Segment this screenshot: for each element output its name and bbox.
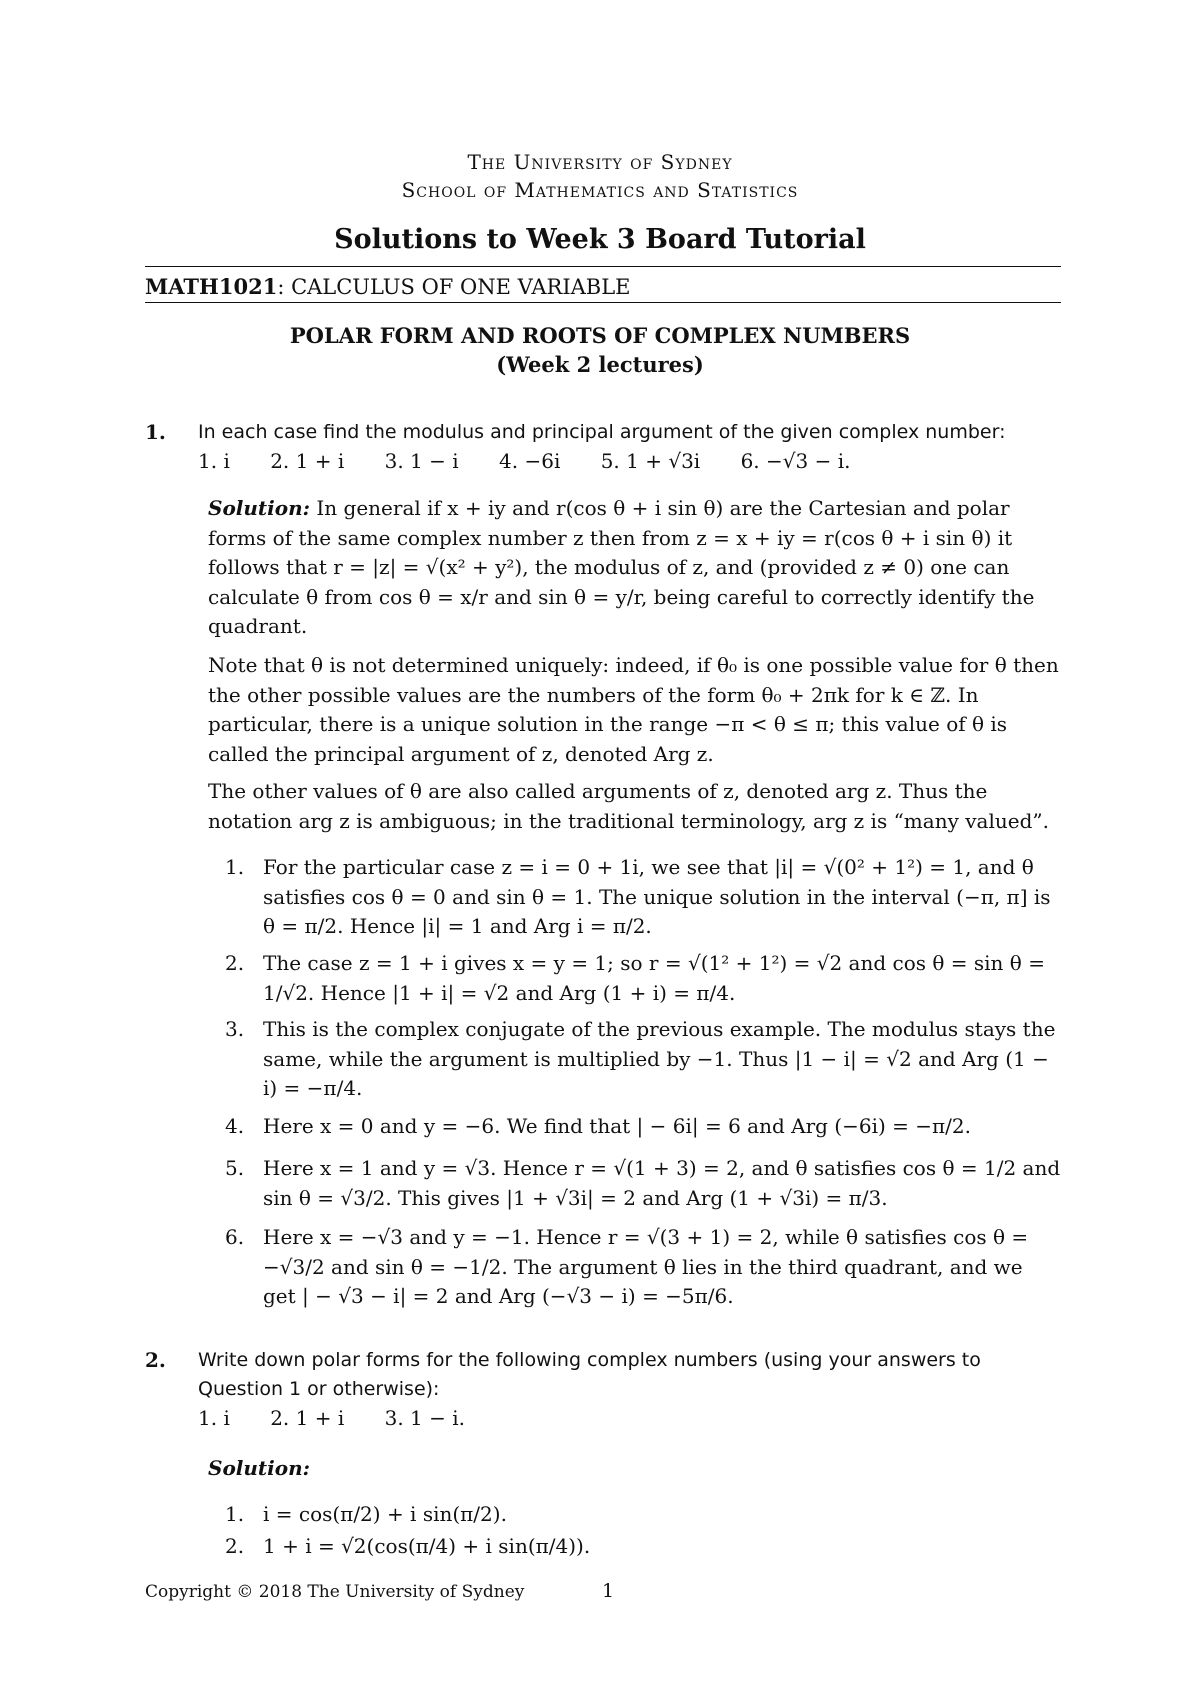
question-cases <box>198 447 1061 476</box>
item-number: 2. <box>225 951 245 975</box>
copyright-footer: Copyright © 2018 The University of Sydney <box>145 1582 525 1602</box>
course-name: : CALCULUS OF ONE VARIABLE <box>277 275 631 299</box>
case-item: 4. −6i <box>499 449 561 473</box>
case-item: 1. i <box>198 1406 230 1430</box>
course-line <box>145 274 631 299</box>
list-item <box>225 1015 1061 1104</box>
item-number: 1. <box>225 855 245 879</box>
question-prompt: In each case find the modulus and principal argument of the given complex number: <box>198 421 1006 443</box>
item-number: 2. <box>225 1534 245 1558</box>
page-number: 1 <box>602 1580 615 1602</box>
question-number: 1. <box>145 420 166 444</box>
question-prompt: Write down polar forms for the following complex numbers (using your answers to Question 1 or otherwise): <box>198 1349 981 1400</box>
item-text: 1 + i = √2(cos(π/4) + i sin(π/4)). <box>263 1534 591 1558</box>
item-number: 1. <box>225 1502 245 1526</box>
item-number: 3. <box>225 1017 245 1041</box>
list-item <box>225 1223 1061 1312</box>
item-number: 4. <box>225 1114 245 1138</box>
solution-paragraph-3: The other values of θ are also called arguments of z, denoted arg z. Thus the notation arg z is ambiguous; in the traditional terminology, arg z is “many valued”. <box>208 779 1049 833</box>
item-text: Here x = −√3 and y = −1. Hence r = √(3 + 1) = 2, while θ satisfies cos θ = −√3/2 and sin θ = −1/2. The argument θ lies in the third quadrant, and we get | − √3 − i| = 2 and Arg (−√3 − i) = −5π/6. <box>263 1225 1029 1308</box>
rule-bottom <box>145 302 1061 303</box>
list-item <box>225 1500 1061 1530</box>
item-text: Here x = 1 and y = √3. Hence r = √(1 + 3) = 2, and θ satisfies cos θ = 1/2 and sin θ = √3/2. This gives |1 + √3i| = 2 and Arg (1 + √3i) = π/3. <box>263 1156 1061 1210</box>
page-title: Solutions to Week 3 Board Tutorial <box>334 224 866 255</box>
question-number: 2. <box>145 1348 166 1372</box>
item-number: 5. <box>225 1156 245 1180</box>
list-item <box>225 949 1061 1008</box>
solution-paragraph-1 <box>208 494 1061 642</box>
case-item: 3. 1 − i <box>384 449 459 473</box>
topic-heading: POLAR FORM AND ROOTS OF COMPLEX NUMBERS <box>289 323 911 348</box>
item-text: Here x = 0 and y = −6. We find that | − 6i| = 6 and Arg (−6i) = −π/2. <box>263 1114 971 1138</box>
topic-subheading: (Week 2 lectures) <box>496 352 704 377</box>
case-item: 2. 1 + i <box>270 1406 345 1430</box>
case-item: 5. 1 + √3i <box>600 449 701 473</box>
item-text: i = cos(π/2) + i sin(π/2). <box>263 1502 507 1526</box>
solution-label: Solution: <box>208 1456 311 1480</box>
school-name: School of Mathematics and Statistics <box>401 178 799 202</box>
item-text: For the particular case z = i = 0 + 1i, we see that |i| = √(0² + 1²) = 1, and θ satisfies cos θ = 0 and sin θ = 1. The unique solution in the interval (−π, π] is θ = π/2. Hence |i| = 1 and Arg i = π/2. <box>263 855 1051 938</box>
list-item <box>225 1154 1061 1213</box>
solution-heading <box>208 1454 1061 1484</box>
list-item <box>225 853 1061 942</box>
case-item: 2. 1 + i <box>270 449 345 473</box>
question-1 <box>145 418 1061 476</box>
list-item <box>225 1532 1061 1562</box>
solution-text: In general if x + iy and r(cos θ + i sin θ) are the Cartesian and polar forms of the same complex number z then from z = x + iy = r(cos θ + i sin θ) it follows that r = |z| = √(x² + y²), the modulus of z, and (provided z ≠ 0) one can calculate θ from cos θ = x/r and sin θ = y/r, being careful to correctly identify the quadrant. <box>208 496 1035 638</box>
case-item: 1. i <box>198 449 230 473</box>
rule-top <box>145 266 1061 267</box>
question-2 <box>145 1346 1061 1433</box>
item-text: The case z = 1 + i gives x = y = 1; so r = √(1² + 1²) = √2 and cos θ = sin θ = 1/√2. Hence |1 + i| = √2 and Arg (1 + i) = π/4. <box>263 951 1045 1005</box>
list-item <box>225 1112 1061 1142</box>
solution-paragraph-2: Note that θ is not determined uniquely: indeed, if θ₀ is one possible value for θ then the other possible values are the numbers of the form θ₀ + 2πk for k ∈ ℤ. In particular, there is a unique solution in the range −π < θ ≤ π; this value of θ is called the principal argument of z, denoted Arg z. <box>208 653 1059 766</box>
case-item: 6. −√3 − i. <box>740 449 851 473</box>
question-cases <box>198 1404 1061 1433</box>
case-item: 3. 1 − i. <box>384 1406 465 1430</box>
university-name: The University of Sydney <box>467 150 733 174</box>
item-text: This is the complex conjugate of the previous example. The modulus stays the same, while the argument is multiplied by −1. Thus |1 − i| = √2 and Arg (1 − i) = −π/4. <box>263 1017 1056 1100</box>
solution-label: Solution: <box>208 496 311 520</box>
course-code: MATH1021 <box>145 274 278 299</box>
item-number: 6. <box>225 1225 245 1249</box>
